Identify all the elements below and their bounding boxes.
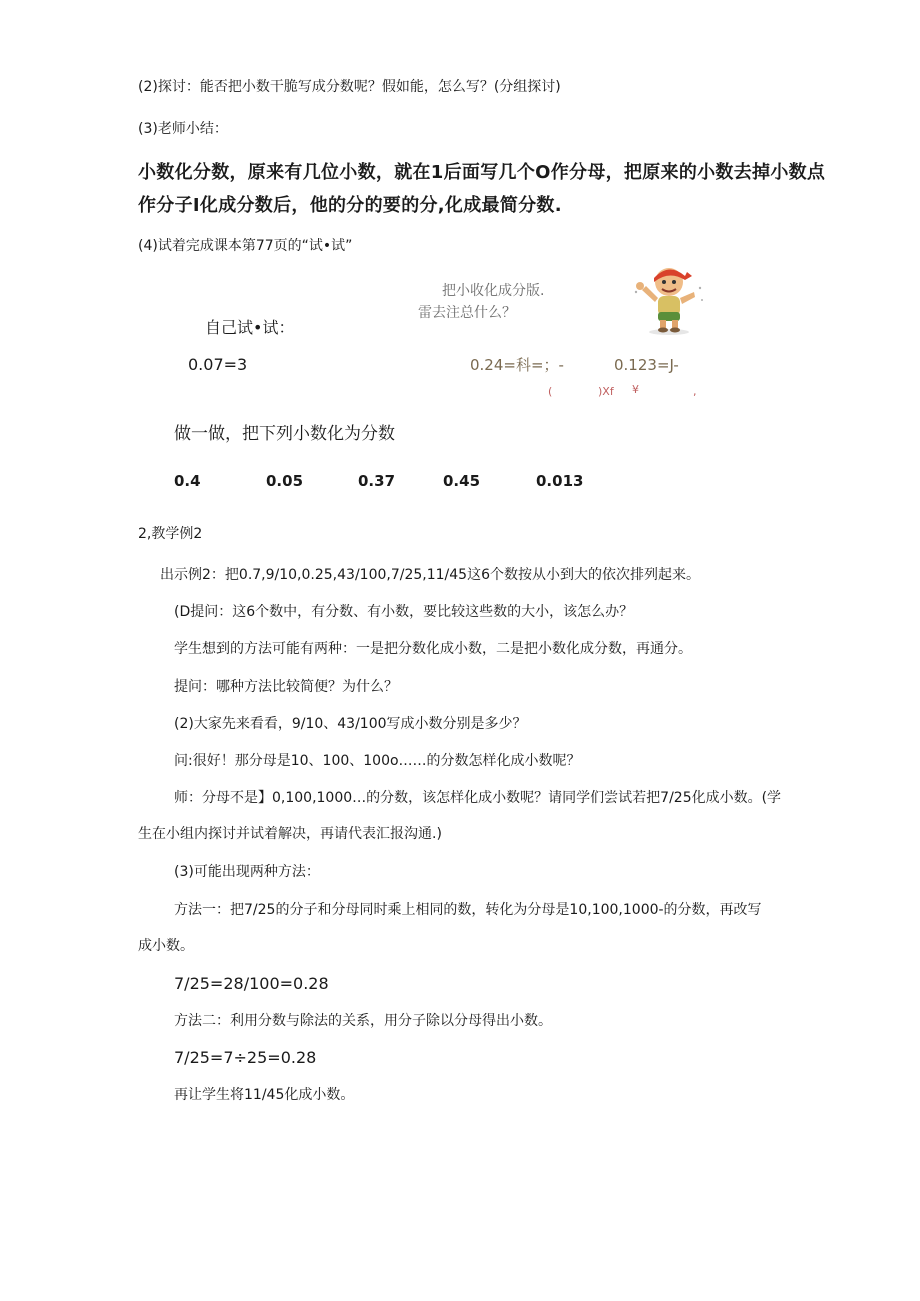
example-2-line: 师：分母不是】0,100,1000…的分数，该怎样化成小数呢？请同学们尝试若把7/25化成小数。(学 — [174, 790, 782, 806]
example-2-equation: 7/25=7÷25=0.28 — [174, 1048, 317, 1067]
example-2-line: 成小数。 — [138, 938, 194, 954]
example-2-line: 问:很好！那分母是10、100、100o……的分数怎样化成小数呢？ — [174, 753, 581, 769]
practice-number: 0.37 — [358, 472, 396, 490]
practice-number: 0.05 — [266, 472, 304, 490]
example-2-line: (3)可能出现两种方法： — [174, 864, 320, 880]
practice-number: 0.4 — [174, 472, 201, 490]
summary-line-1: 小数化分数，原来有几位小数，就在1后面写几个O作分母，把原来的小数去掉小数点 — [138, 162, 826, 183]
self-try-label: 自己试•试： — [205, 318, 295, 337]
example-2-equation: 7/25=28/100=0.28 — [174, 974, 329, 993]
example-2-line: 学生想到的方法可能有两种：一是把分数化成小数，二是把小数化成分数，再通分。 — [174, 641, 692, 657]
example-2-line: 再让学生将11/45化成小数。 — [174, 1087, 355, 1103]
cartoon-character-illustration — [628, 262, 710, 336]
summary-line-2: 作分子I化成分数后，他的分的要的分,化成最简分数. — [138, 195, 562, 216]
practice-number: 0.45 — [443, 472, 481, 490]
example-2-line: 方法二：利用分数与除法的关系，用分子除以分母得出小数。 — [174, 1013, 552, 1029]
fragment-a: ( — [548, 385, 553, 398]
question-3: (3)老师小结： — [138, 121, 228, 137]
practice-title: 做一做，把下列小数化为分数 — [174, 424, 395, 444]
question-4: (4)试着完成课本第77页的“试•试” — [138, 238, 353, 254]
fragment-b: )Xf — [598, 385, 614, 398]
example-2-line: 提问：哪种方法比较简便？为什么？ — [174, 679, 398, 695]
example-2-line: 方法一：把7/25的分子和分母同时乘上相同的数，转化为分母是10,100,1000-的分数，再改写 — [174, 902, 762, 918]
speech-bubble-line-1: 把小收化成分版. — [442, 283, 545, 299]
equation-0-24: 0.24=科=；- — [470, 356, 564, 374]
equation-0-123: 0.123=J- — [614, 356, 679, 374]
fragment-c: ¥ — [632, 383, 639, 396]
example-2-line: 出示例2：把0.7,9/10,0.25,43/100,7/25,11/45这6个数按从小到大的依次排列起来。 — [160, 567, 700, 583]
example-2-line: (2)大家先来看看，9/10、43/100写成小数分别是多少？ — [174, 716, 527, 732]
speech-bubble-line-2: 雷去注总什么？ — [418, 305, 516, 321]
fragment-d: , — [693, 385, 697, 398]
example-2-heading: 2,教学例2 — [138, 526, 203, 542]
practice-number: 0.013 — [536, 472, 584, 490]
equation-0-07: 0.07=3 — [188, 355, 248, 374]
example-2-line: 生在小组内探讨并试着解决，再请代表汇报沟通.) — [138, 826, 442, 842]
question-2: (2)探讨：能否把小数干脆写成分数呢？假如能，怎么写？(分组探讨) — [138, 79, 561, 95]
example-2-line: (D提问：这6个数中，有分数、有小数，要比较这些数的大小，该怎么办？ — [174, 604, 634, 620]
